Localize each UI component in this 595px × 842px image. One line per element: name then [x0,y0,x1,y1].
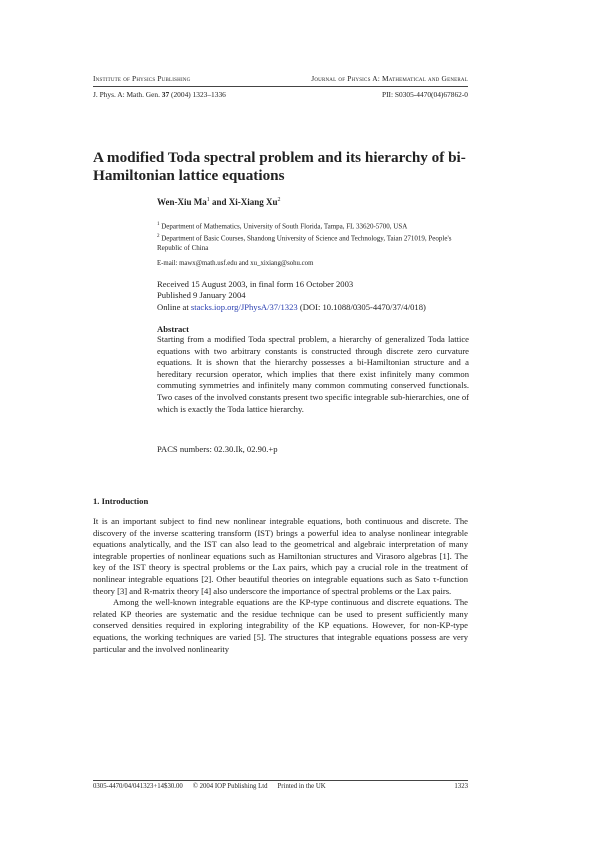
footer-left [93,783,336,790]
affiliation [157,220,475,232]
publisher-name: Institute of Physics Publishing [93,74,191,83]
publication-dates [157,279,475,313]
published-date: Published 9 January 2004 [157,290,246,301]
online-link[interactable]: stacks.iop.org/JPhysA/37/1323 [190,301,298,312]
abstract-heading: Abstract [157,324,189,334]
abstract-text: Starting from a modified Toda spectral problem, a hierarchy of generalized Toda lattice equations with two arbitrary constants is constructed through discrete zero curvature equations. It is shown that the hierarchy possesses a bi-Hamiltonian structure and a hereditary recursion operator, which implies that there exist infinitely many common commuting symmetries and infinitely many common commuting conserved functionals. Two cases of the involved constants present two specific integrable sub-hierarchies, one of which is exactly the Toda lattice hierarchy. [157,334,469,414]
author-affil-mark: 2 [277,197,281,203]
author-name: Xi-Xiang Xu [228,197,278,207]
online-line [157,302,475,313]
header-rule [93,86,468,87]
author-name: Wen-Xiu Ma [157,197,207,207]
journal-name: Journal of Physics A: Mathematical and General [311,74,468,83]
doi-text: (DOI: 10.1088/0305-4470/37/4/018) [297,301,426,312]
pacs-numbers: PACS numbers: 02.30.Ik, 02.90.+p [157,444,278,454]
copyright: © 2004 IOP Publishing Ltd [192,783,268,790]
received-date: Received 15 August 2003, in final form 16 October 2003 [157,279,354,289]
page-footer [93,783,468,790]
affiliation-mark: 2 [157,233,160,239]
author-list [157,197,281,207]
affiliation [157,232,475,254]
printed-in: Printed in the UK [277,783,326,790]
footer-rule [93,780,468,781]
citation [93,90,226,99]
citation-line [93,90,468,99]
author-joiner: and [209,197,229,207]
section-heading: 1. Introduction [93,496,149,506]
running-header [93,74,468,83]
citation-volume: 37 [161,90,170,99]
citation-prefix: J. Phys. A: Math. Gen. [93,90,162,99]
paragraph: It is an important subject to find new nonlinear integrable equations, both continuous and discrete. The discovery of the inverse scattering transform (IST) brings a powerful idea to analyse nonlinear integrable equations analytically, and the IST can also lead to the geometrical and algebraic interpretation of many integrable properties of nonlinear equations such as Hamiltonian structures and Virasoro algebras [1]. The key of the IST theory is spectral problems or the Lax pairs, which pay a crucial role in the treatment of nonlinear integrable equations [2]. Other beautiful theories on integrable equations such as Sato τ-function theory [3] and R-matrix theory [4] also underscore the importance of spectral problems or the Lax pairs. [93,516,468,596]
paragraph: Among the well-known integrable equations are the KP-type continuous and discrete equations. The related KP theories are systematic and the residue technique can be used to present sufficiently many conserved densities required in exploring integrability of the KP equations. However, for non-KP-type equations, the working techniques are varied [5]. The structures that integrable equations possess are very particular and the involved nonlinearity [93,597,468,654]
author-affil-mark: 1 [206,197,210,203]
affiliation-text: Department of Mathematics, University of South Florida, Tampa, FL 33620-5700, USA [161,222,408,231]
online-prefix: Online at [157,301,191,312]
affiliation-mark: 1 [157,222,160,227]
email-line: E-mail: mawx@math.usf.edu and xu_xixiang@sohu.com [157,260,314,267]
issn-code: 0305-4470/04/041323+14$30.00 [93,783,183,790]
paper-title: A modified Toda spectral problem and its hierarchy of bi-Hamiltonian lattice equations [93,149,466,184]
page-number: 1323 [454,783,468,790]
body-text [93,516,468,655]
affiliations [157,220,475,253]
citation-suffix: (2004) 1323–1336 [169,90,226,99]
affiliation-text: Department of Basic Courses, Shandong University of Science and Technology, Taian 271019, People's Republic of China [157,234,452,252]
pii: PII: S0305-4470(04)67862-0 [381,90,468,99]
